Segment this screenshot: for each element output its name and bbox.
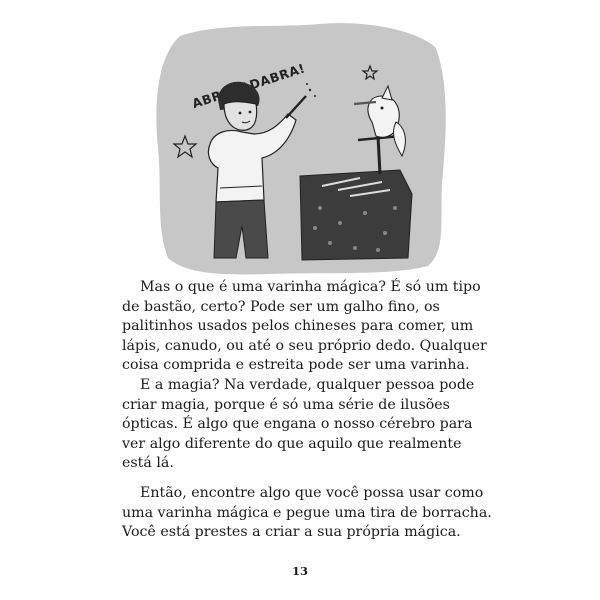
- paragraph: Mas o que é uma varinha mágica? É só um tipo de bastão, certo? Pode ser um galho fino, os palitinhos usados pelos chineses para comer, um lápis, canudo, ou até o seu próprio dedo. Qualquer coisa comprida e estreita pode ser uma varinha.: [122, 279, 487, 374]
- paragraph: E a magia? Na verdade, qualquer pessoa pode criar magia, porque é só uma série de ilusões ópticas. É algo que engana o nosso cérebro para ver algo diferente do que aquilo que realmente está lá.: [122, 377, 475, 472]
- magic-table: [300, 170, 412, 260]
- magician-illustration: [150, 18, 450, 276]
- page-number: 13: [291, 564, 308, 578]
- paragraph: Então, encontre algo que você possa usar como uma varinha mágica e pegue uma tira de borracha. Você está prestes a criar a sua própria mágica.: [122, 485, 492, 541]
